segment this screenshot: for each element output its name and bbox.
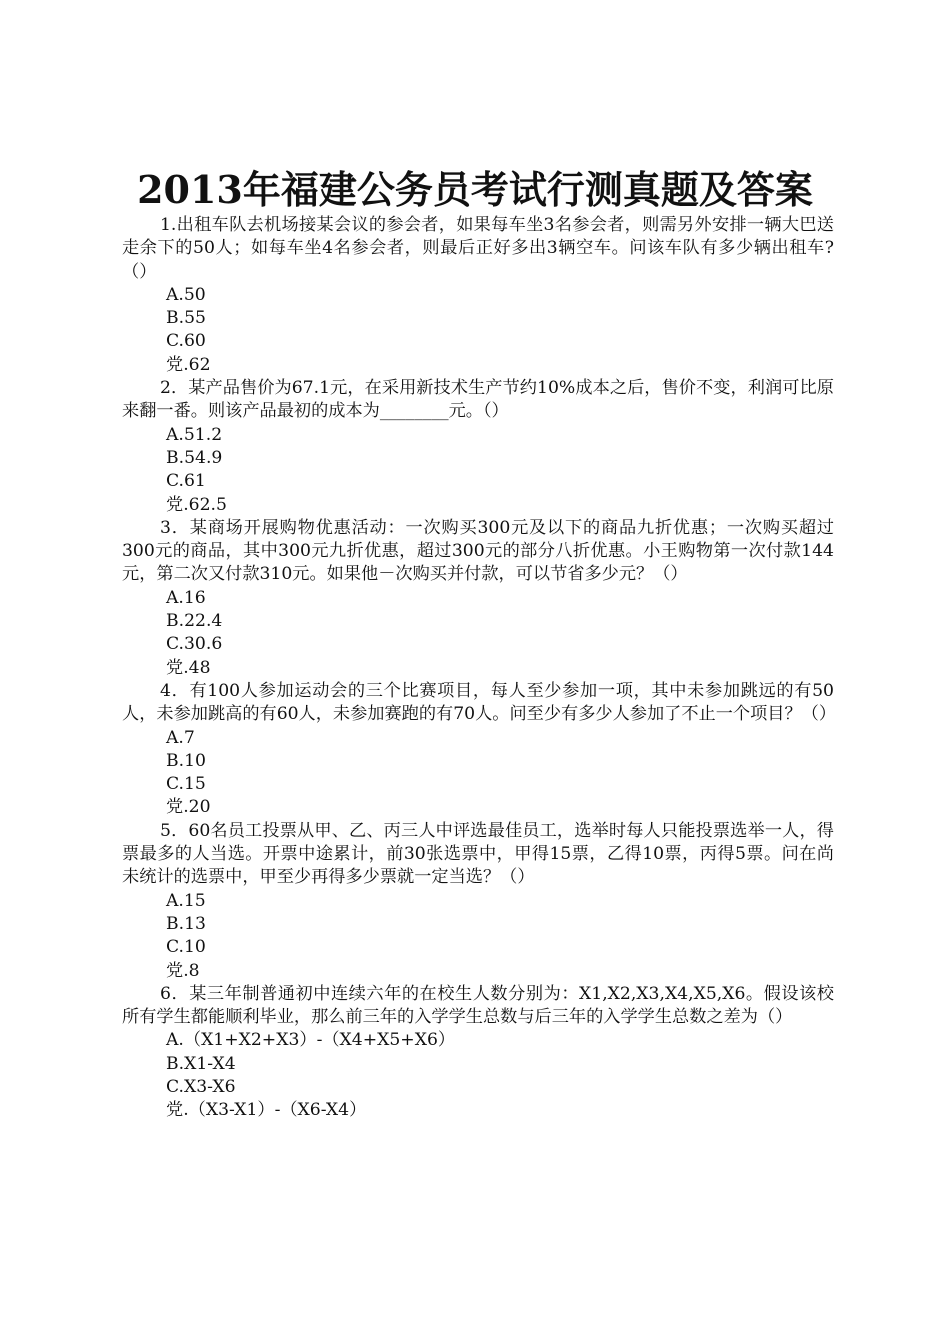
option-a: A.51.2 — [166, 424, 223, 445]
option-c: C.X3-X6 — [166, 1076, 236, 1097]
option-d: 党.62.5 — [166, 494, 227, 515]
question-item — [122, 377, 834, 517]
option-b: B.55 — [166, 308, 206, 329]
option-c: C.15 — [166, 774, 206, 795]
option-b: B.10 — [166, 750, 206, 771]
question-text: 2．某产品售价为67.1元，在采用新技术生产节约10%成本之后，售价不变，利润可比原来翻一番。则该产品最初的成本为________元。（） — [122, 378, 834, 422]
option-a: A.7 — [166, 727, 195, 748]
option-a: A.（X1+X2+X3）-（X4+X5+X6） — [166, 1030, 456, 1051]
option-b: B.13 — [166, 913, 206, 934]
question-text: 5．60名员工投票从甲、乙、丙三人中评选最佳员工，选举时每人只能投票选举一人，得票最多的人当选。开票中途累计，前30张选票中，甲得15票，乙得10票，丙得5票。问在尚未统计的选票中，甲至少再得多少票就一定当选？（） — [122, 820, 834, 888]
option-b: B.22.4 — [166, 611, 223, 632]
question-text: 1.出租车队去机场接某会议的参会者，如果每车坐3名参会者，则需另外安排一辆大巴送走余下的50人；如每车坐4名参会者，则最后正好多出3辆空车。问该车队有多少辆出租车?（） — [122, 215, 834, 282]
document-title: 2013年福建公务员考试行测真题及答案 — [137, 167, 813, 212]
option-a: A.16 — [166, 587, 206, 608]
option-c: C.61 — [166, 471, 206, 492]
question-text: 3．某商场开展购物优惠活动：一次购买300元及以下的商品九折优惠；一次购买超过300元的商品，其中300元九折优惠，超过300元的部分八折优惠。小王购物第一次付款144元，第二次又付款310元。如果他－次购买并付款，可以节省多少元？（） — [122, 517, 834, 585]
option-c: C.60 — [166, 331, 206, 352]
option-d: 党.48 — [166, 657, 211, 678]
option-d: 党.8 — [166, 960, 200, 981]
option-a: A.15 — [166, 890, 206, 911]
option-c: C.10 — [166, 937, 206, 958]
question-text: 4．有100人参加运动会的三个比赛项目，每人至少参加一项，其中未参加跳远的有50人，未参加跳高的有60人，未参加赛跑的有70人。问至少有多少人参加了不止一个项目？（） — [122, 680, 837, 725]
option-d: 党.62 — [166, 354, 211, 375]
question-item — [122, 517, 834, 680]
question-item — [122, 680, 837, 820]
question-text: 6．某三年制普通初中连续六年的在校生人数分别为：X1,X2,X3,X4,X5,X6。假设该校所有学生都能顺利毕业，那么前三年的入学学生总数与后三年的入学学生总数之差为（） — [122, 983, 834, 1028]
option-d: 党.20 — [166, 797, 211, 818]
option-b: B.54.9 — [166, 447, 223, 468]
option-b: B.X1-X4 — [166, 1053, 236, 1074]
option-c: C.30.6 — [166, 634, 223, 655]
question-item — [122, 820, 834, 983]
question-item — [122, 214, 834, 377]
option-d: 党.（X3-X1）-（X6-X4） — [166, 1100, 367, 1121]
question-item — [122, 983, 834, 1123]
option-a: A.50 — [166, 284, 206, 305]
question-list — [122, 214, 837, 1123]
